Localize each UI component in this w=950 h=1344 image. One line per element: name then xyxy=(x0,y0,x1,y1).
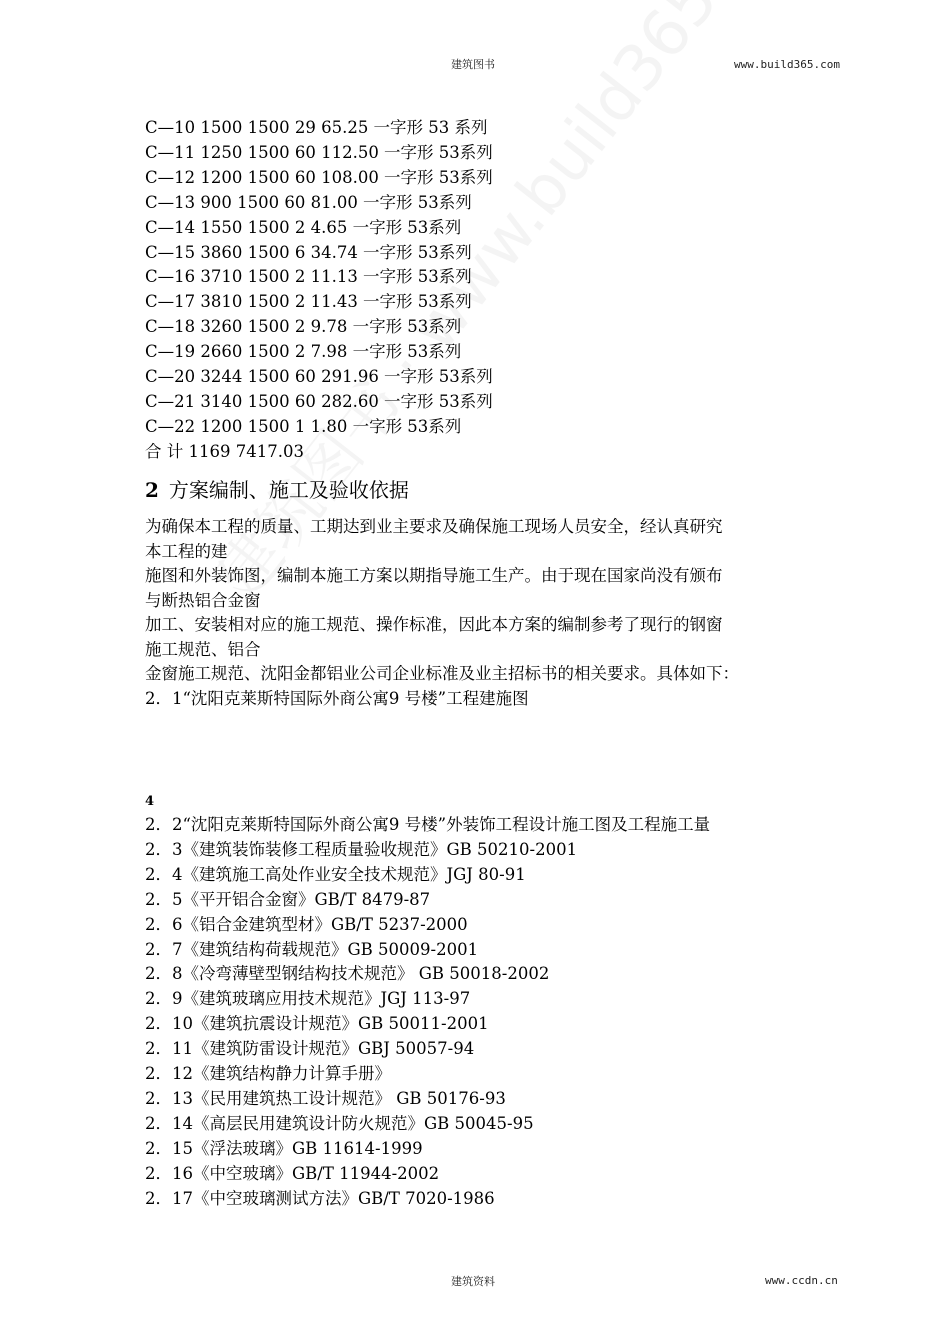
reference-item: 2．17《中空玻璃测试方法》GB/T 7020-1986 xyxy=(145,1188,495,1208)
table-row: C—13 900 1500 60 81.00 一字形 53系列 xyxy=(145,192,472,212)
footer-left-text: 建筑资料 xyxy=(451,1275,495,1288)
table-row: C—12 1200 1500 60 108.00 一字形 53系列 xyxy=(145,167,493,187)
header-left-text: 建筑图书 xyxy=(451,58,495,71)
table-row: C—14 1550 1500 2 4.65 一字形 53系列 xyxy=(145,217,462,237)
reference-item: 2．12《建筑结构静力计算手册》 xyxy=(145,1064,391,1083)
reference-item: 2．14《高层民用建筑设计防火规范》GB 50045-95 xyxy=(145,1113,534,1133)
reference-item: 2．9《建筑玻璃应用技术规范》JGJ 113-97 xyxy=(145,989,471,1009)
paragraph-line: 与断热铝合金窗 xyxy=(145,590,261,610)
footer-right-url: www.ccdn.cn xyxy=(765,1274,838,1287)
table-row: C—21 3140 1500 60 282.60 一字形 53系列 xyxy=(145,391,493,411)
reference-item: 2．16《中空玻璃》GB/T 11944-2002 xyxy=(145,1163,440,1183)
table-row: 合 计 1169 7417.03 xyxy=(145,441,304,461)
paragraph-line: 为确保本工程的质量、工期达到业主要求及确保施工现场人员安全，经认真研究 xyxy=(145,517,723,536)
table-row: C—16 3710 1500 2 11.13 一字形 53系列 xyxy=(145,267,472,287)
paragraph-line: 2．1“沈阳克莱斯特国际外商公寓9 号楼”工程建施图 xyxy=(145,688,529,708)
reference-item: 2．7《建筑结构荷载规范》GB 50009-2001 xyxy=(145,939,479,959)
reference-item: 2．13《民用建筑热工设计规范》 GB 50176-93 xyxy=(145,1088,506,1108)
reference-item: 2．4《建筑施工高处作业安全技术规范》JGJ 80-91 xyxy=(145,864,526,884)
reference-item: 2．5《平开铝合金窗》GB/T 8479-87 xyxy=(145,889,431,909)
paragraph-line: 本工程的建 xyxy=(145,541,228,561)
section-title: 方案编制、施工及验收依据 xyxy=(168,478,409,502)
paragraph-line: 金窗施工规范、沈阳金都铝业公司企业标准及业主招标书的相关要求。具体如下： xyxy=(145,664,739,683)
paragraph-line: 施图和外装饰图，编制本施工方案以期指导施工生产。由于现在国家尚没有颁布 xyxy=(145,566,723,585)
reference-item: 2．8《冷弯薄壁型钢结构技术规范》 GB 50018-2002 xyxy=(145,964,550,984)
table-row: C—22 1200 1500 1 1.80 一字形 53系列 xyxy=(145,416,462,436)
reference-item: 2．15《浮法玻璃》GB 11614-1999 xyxy=(145,1138,423,1158)
table-row: C—20 3244 1500 60 291.96 一字形 53系列 xyxy=(145,367,493,386)
section-heading xyxy=(145,478,409,502)
header-right-url: www.build365.com xyxy=(734,58,840,71)
reference-item: 2．10《建筑抗震设计规范》GB 50011-2001 xyxy=(145,1014,489,1034)
reference-item: 2．11《建筑防雷设计规范》GBJ 50057-94 xyxy=(145,1039,475,1059)
page-number: 4 xyxy=(145,794,155,809)
body-paragraph xyxy=(145,515,815,711)
table-row: C—19 2660 1500 2 7.98 一字形 53系列 xyxy=(145,342,462,362)
reference-item: 2．3《建筑装饰装修工程质量验收规范》GB 50210-2001 xyxy=(145,839,578,859)
table-row: C—17 3810 1500 2 11.43 一字形 53系列 xyxy=(145,292,472,312)
paragraph-line: 加工、安装相对应的施工规范、操作标准，因此本方案的编制参考了现行的钢窗 xyxy=(145,615,723,634)
reference-item: 2．2“沈阳克莱斯特国际外商公寓9 号楼”外装饰工程设计施工图及工程施工量 xyxy=(145,815,711,834)
table-row: C—11 1250 1500 60 112.50 一字形 53系列 xyxy=(145,142,493,162)
paragraph-line: 施工规范、铝合 xyxy=(145,639,261,659)
table-row: C—18 3260 1500 2 9.78 一字形 53系列 xyxy=(145,317,462,337)
table-row: C—10 1500 1500 29 65.25 一字形 53 系列 xyxy=(145,118,488,137)
table-row: C—15 3860 1500 6 34.74 一字形 53系列 xyxy=(145,242,472,262)
reference-item: 2．6《铝合金建筑型材》GB/T 5237-2000 xyxy=(145,914,468,934)
section-number: 2 xyxy=(145,478,159,502)
